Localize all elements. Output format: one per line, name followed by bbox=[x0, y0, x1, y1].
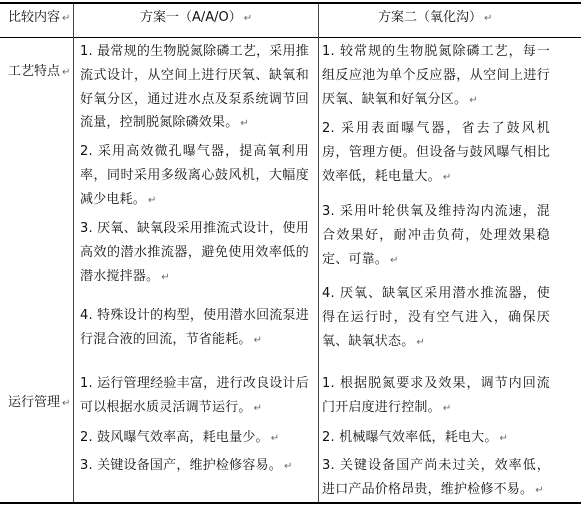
plan1-process-item-3: 3. 厌氧、缺氧段采用推流式设计，使用高效的潜水推流器，避免使用效率低的潜水搅拌器。 ↵ bbox=[80, 221, 309, 284]
row-category-operation: 运行管理 ↵ bbox=[8, 395, 71, 410]
header-bottom-rule bbox=[0, 37, 581, 38]
header-col-content: 比较内容 ↵ bbox=[8, 10, 71, 25]
plan2-process-item-2: 2. 采用表面曝气器，省去了鼓风机房，管理方便。但设备与鼓风曝气相比效率低，耗电量大。 ↵ bbox=[322, 121, 550, 184]
column-divider-1 bbox=[73, 4, 74, 502]
plan1-process-item-4: 4. 特殊设计的构型，使用潜水回流泵进行混合液的回流，节省能耗。 ↵ bbox=[80, 308, 309, 347]
header-col-plan2: 方案二（氧化沟） ↵ bbox=[378, 10, 493, 25]
plan1-operation-item-3: 3. 关键设备国产，维护检修容易。 ↵ bbox=[80, 458, 293, 473]
plan1-process-item-2: 2. 采用高效微孔曝气器，提高氧利用率，同时采用多级离心鼓风机，大幅度减少电耗。 ↵ bbox=[80, 144, 309, 207]
column-divider-2 bbox=[318, 4, 319, 502]
plan2-operation-item-3: 3. 关键设备国产尚未过关，效率低，进口产品价格昂贵，维护检修不易。 ↵ bbox=[322, 458, 550, 497]
plan2-process-item-1: 1. 较常规的生物脱氮除磷工艺，每一组反应池为单个反应器，从空间上进行厌氧、缺氧和好氧分区。 ↵ bbox=[322, 44, 550, 107]
header-col-plan1: 方案一（A/A/O） ↵ bbox=[140, 10, 253, 25]
table-top-rule bbox=[0, 2, 581, 4]
plan1-operation-item-1: 1. 运行管理经验丰富，进行改良设计后可以根据水质灵活调节运行。 ↵ bbox=[80, 376, 309, 415]
plan1-operation-item-2: 2. 鼓风曝气效率高，耗电量少。 ↵ bbox=[80, 430, 280, 445]
plan2-process-item-4: 4. 厌氧、缺氧区采用潜水推流器，使得在运行时，没有空气进入，确保厌氧、缺氧状态。 ↵ bbox=[322, 286, 550, 349]
row-category-process: 工艺特点 ↵ bbox=[8, 64, 71, 79]
plan2-operation-item-1: 1. 根据脱氮要求及效果，调节内回流门开启度进行控制。 ↵ bbox=[322, 376, 550, 415]
plan2-operation-item-2: 2. 机械曝气效率低，耗电大。 ↵ bbox=[322, 430, 509, 445]
plan2-process-item-3: 3. 采用叶轮供氧及维持沟内流速，混合效果好，耐冲击负荷，处理效果稳定、可靠。 ↵ bbox=[322, 204, 550, 267]
plan1-process-item-1: 1. 最常规的生物脱氮除磷工艺，采用推流式设计，从空间上进行厌氧、缺氧和好氧分区，通过进水点及泵系统调节回流量，控制脱氮除磷效果。 ↵ bbox=[80, 44, 309, 131]
